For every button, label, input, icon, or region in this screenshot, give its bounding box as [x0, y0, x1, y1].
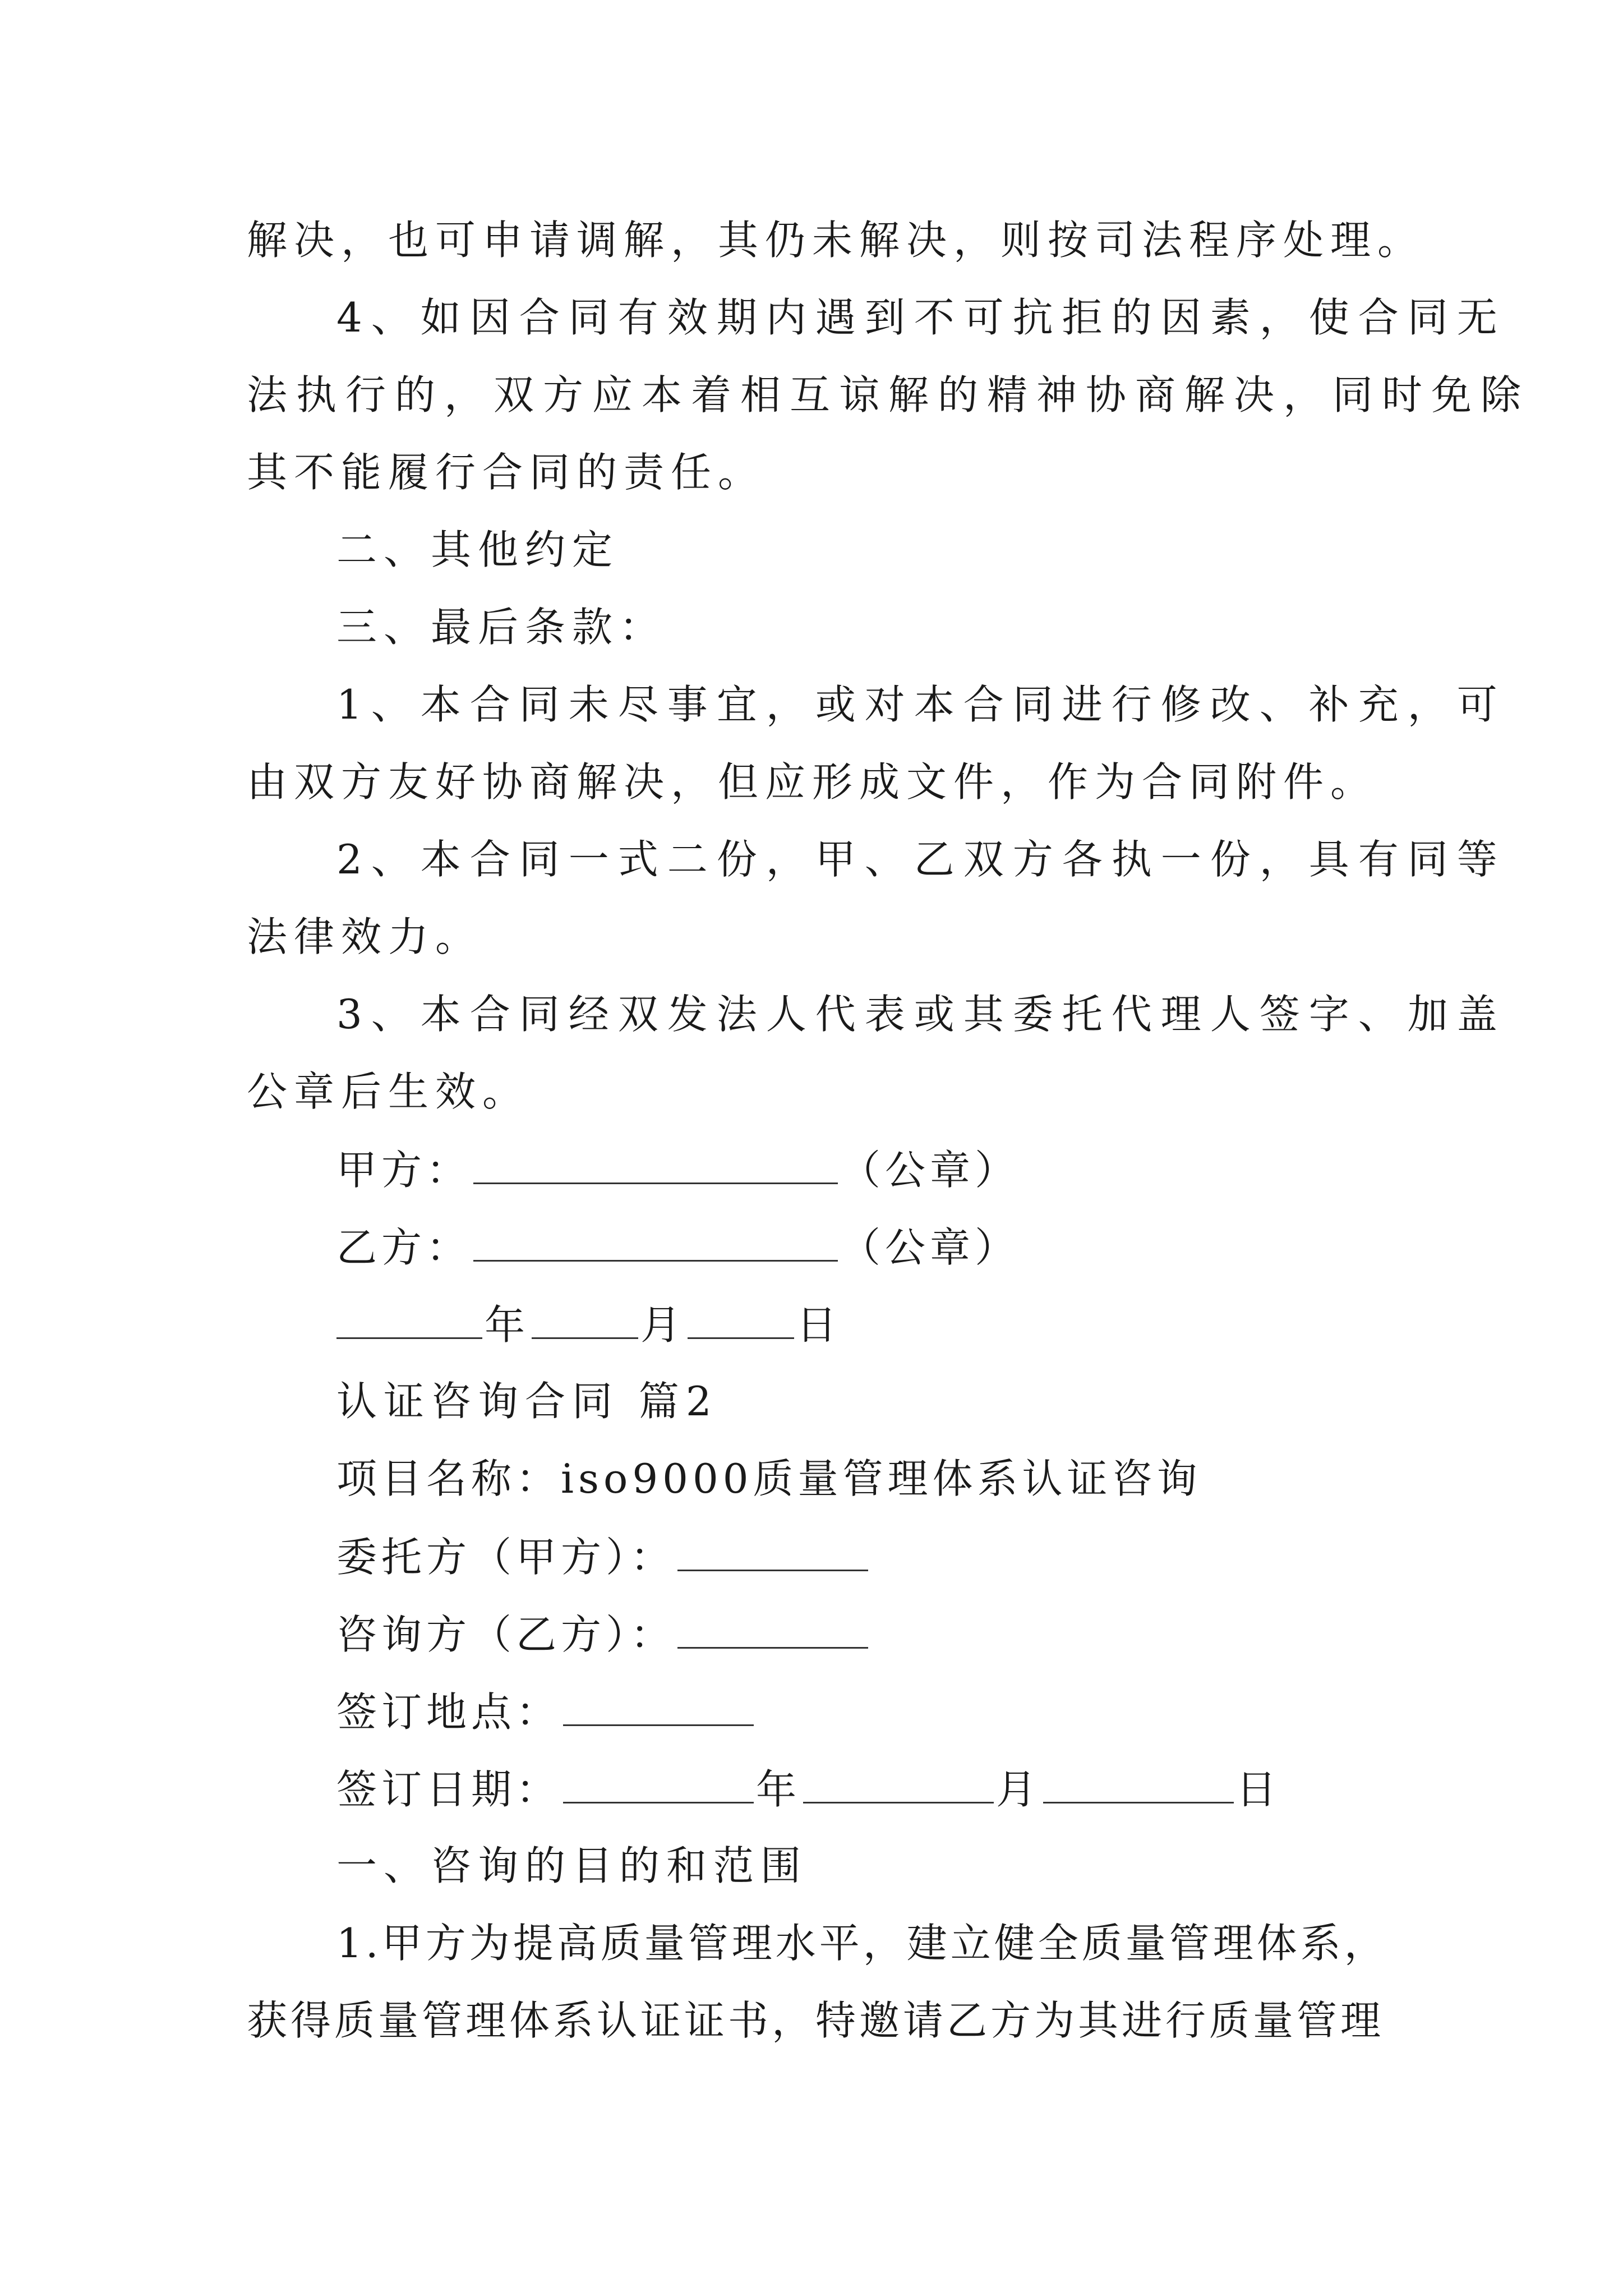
consultant-line: [336, 1611, 870, 1658]
date-label: 签订日期：: [336, 1766, 561, 1813]
place-blank: [563, 1691, 754, 1726]
client-blank: [677, 1536, 868, 1571]
place-line: [336, 1688, 756, 1736]
paragraph-line: 4、如因合同有效期内遇到不可抗拒的因素，使合同无: [336, 294, 1506, 341]
paragraph-line: 其不能履行合同的责任。: [247, 449, 766, 496]
day-blank: [688, 1304, 794, 1339]
party-b-signature-line: [336, 1224, 1020, 1271]
year-blank: [336, 1304, 482, 1339]
client-line: [336, 1534, 870, 1581]
month-blank: [532, 1304, 638, 1339]
party-a-label: 甲方：: [336, 1147, 472, 1194]
consultant-label: 咨询方（乙方）：: [336, 1611, 676, 1658]
party-b-seal: （公章）: [840, 1224, 1020, 1271]
date-day-blank: [1043, 1768, 1234, 1803]
section-heading: 三、最后条款：: [336, 604, 667, 651]
paragraph-line: 法执行的，双方应本着相互谅解的精神协商解决，同时免除: [247, 371, 1530, 418]
party-a-seal: （公章）: [840, 1147, 1020, 1194]
date-line: [336, 1766, 1281, 1813]
paragraph-line: 获得质量管理体系认证证书，特邀请乙方为其进行质量管理: [247, 1997, 1385, 2044]
date-year-blank: [563, 1768, 754, 1803]
client-label: 委托方（甲方）：: [336, 1534, 676, 1581]
party-a-signature-line: [336, 1147, 1020, 1194]
date-month-label: 月: [996, 1766, 1041, 1813]
signature-date-line: [336, 1301, 842, 1349]
paragraph-line: 1、本合同未尽事宜，或对本合同进行修改、补充，可: [336, 681, 1506, 728]
date-day-label: 日: [1236, 1766, 1281, 1813]
consultant-blank: [677, 1613, 868, 1649]
paragraph-line: 解决，也可申请调解，其仍未解决，则按司法程序处理。: [247, 217, 1425, 264]
party-b-label: 乙方：: [336, 1224, 472, 1271]
paragraph-line: 公章后生效。: [247, 1068, 530, 1115]
date-month-blank: [803, 1768, 994, 1803]
section-heading: 一、咨询的目的和范围: [336, 1842, 808, 1889]
place-label: 签订地点：: [336, 1688, 561, 1736]
paragraph-line: 法律效力。: [247, 913, 483, 960]
date-year-label: 年: [756, 1766, 801, 1813]
project-name: 项目名称：iso9000质量管理体系认证咨询: [336, 1455, 1202, 1502]
year-label: 年: [485, 1301, 530, 1349]
paragraph-line: 3、本合同经双发法人代表或其委托代理人签字、加盖: [336, 991, 1506, 1038]
paragraph-line: 由双方友好协商解决，但应形成文件，作为合同附件。: [247, 758, 1378, 806]
section-heading: 二、其他约定: [336, 526, 620, 573]
party-a-blank: [473, 1149, 838, 1184]
day-label: 日: [796, 1301, 842, 1349]
month-label: 月: [640, 1301, 686, 1349]
paragraph-line: 2、本合同一式二份，甲、乙双方各执一份，具有同等: [336, 836, 1506, 883]
paragraph-line: 1.甲方为提高质量管理水平，建立健全质量管理体系，: [336, 1920, 1388, 1967]
party-b-blank: [473, 1226, 838, 1262]
contract-title: 认证咨询合同 篇2: [336, 1378, 718, 1425]
